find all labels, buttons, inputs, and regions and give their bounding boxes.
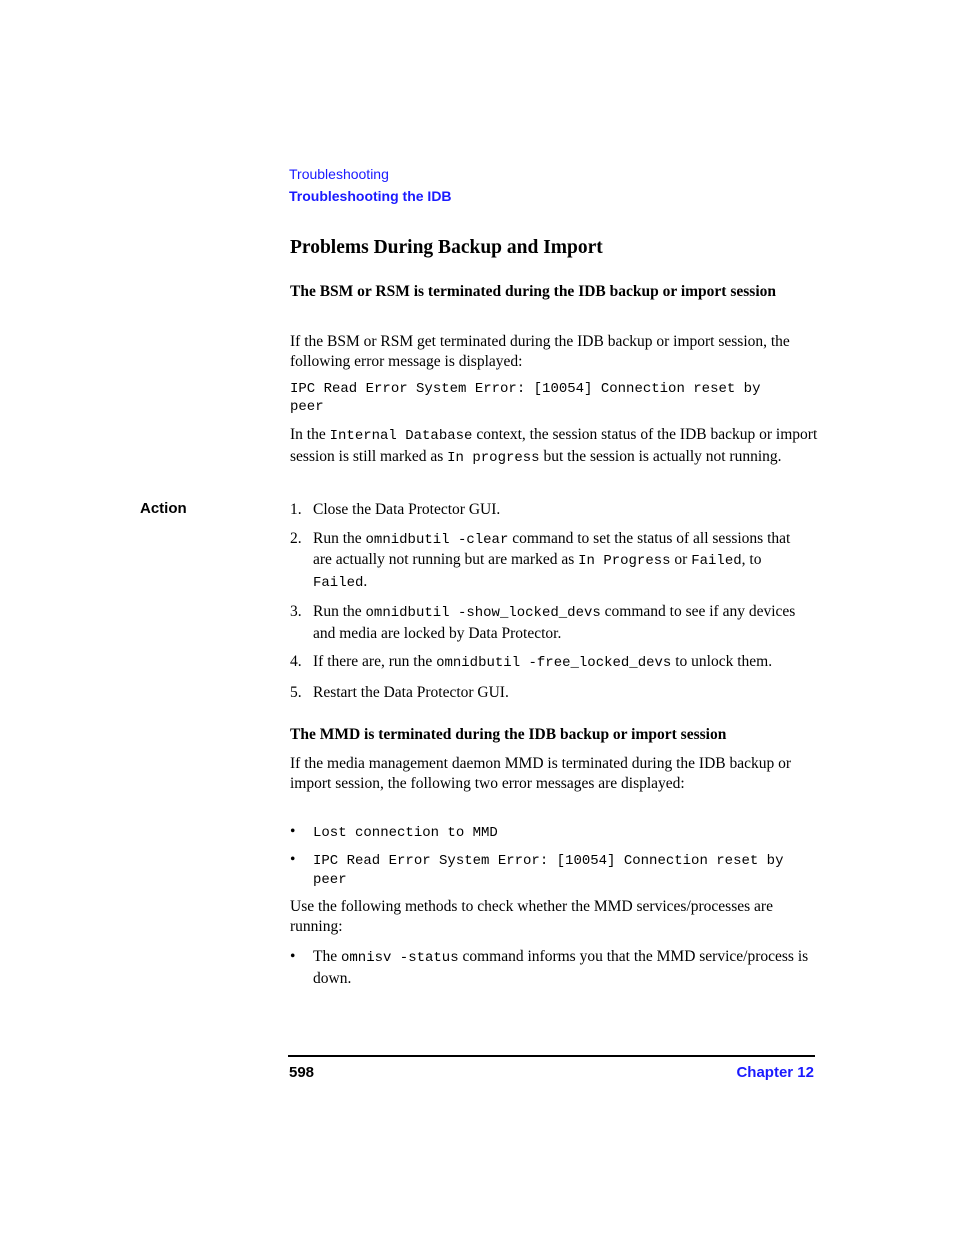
code-failed: Failed bbox=[691, 553, 742, 569]
code-omnidbutil-clear: omnidbutil -clear bbox=[365, 531, 509, 548]
mmd-methods-list bbox=[290, 947, 810, 997]
action-steps bbox=[290, 500, 810, 711]
step-text: Close the Data Protector GUI. bbox=[313, 501, 501, 518]
step-text: , to bbox=[741, 551, 762, 568]
bsm-error-line-1: IPC Read Error System Error: [10054] Connection reset by bbox=[290, 381, 761, 397]
code-omnisv-status: omnisv -status bbox=[340, 950, 459, 966]
step-number: 1. bbox=[290, 501, 302, 518]
bsm-context-paragraph bbox=[290, 425, 820, 468]
step-number: 5. bbox=[290, 683, 302, 701]
section-title: Problems During Backup and Import bbox=[290, 237, 603, 258]
step-number: 3. bbox=[290, 603, 302, 620]
mmd-intro: If the media management daemon MMD is terminated during the IDB backup or import session, the following two error messages are displayed: bbox=[290, 755, 792, 792]
context-text-3: but the session is actually not running. bbox=[539, 447, 782, 465]
step-number: 4. bbox=[290, 653, 302, 670]
step-text: to unlock them. bbox=[671, 653, 773, 670]
step-text: Run the bbox=[313, 603, 366, 620]
action-step-5 bbox=[290, 683, 810, 703]
step-text: Restart the Data Protector GUI. bbox=[313, 683, 509, 701]
bullet: • bbox=[290, 948, 296, 965]
mmd-error-item bbox=[290, 823, 810, 842]
context-text-1: In the bbox=[290, 426, 330, 443]
action-step-4 bbox=[290, 652, 810, 674]
page-number: 598 bbox=[289, 1064, 315, 1081]
breadcrumb-troubleshooting[interactable]: Troubleshooting bbox=[289, 166, 389, 182]
step-text: Run the bbox=[313, 529, 366, 547]
step-text: command to see if any devices and media are locked by Data Protector. bbox=[313, 603, 796, 642]
bullet: • bbox=[290, 823, 296, 840]
step-text: command to set the status of all sessions that are actually not running but are marked as bbox=[313, 529, 791, 568]
code-omnidbutil-show-locked-devs: omnidbutil -show_locked_devs bbox=[365, 605, 601, 621]
context-text-2: context, the session status of the IDB backup or import session is still marked as bbox=[290, 426, 818, 465]
footer-rule bbox=[288, 1055, 815, 1057]
code-in-progress: In Progress bbox=[578, 553, 671, 569]
context-code-in-progress: In progress bbox=[447, 449, 540, 466]
bsm-intro: If the BSM or RSM get terminated during the IDB backup or import session, the following error message is displayed: bbox=[290, 333, 790, 370]
step-text: . bbox=[363, 572, 368, 590]
code-failed: Failed bbox=[313, 574, 364, 591]
method-text: The bbox=[313, 948, 341, 965]
chapter-link[interactable]: Chapter 12 bbox=[736, 1064, 814, 1081]
mmd-error-text: IPC Read Error System Error: [10054] Connection reset by peer bbox=[313, 853, 784, 888]
mmd-methods-intro: Use the following methods to check whether the MMD services/processes are running: bbox=[290, 898, 773, 935]
mmd-heading: The MMD is terminated during the IDB backup or import session bbox=[290, 726, 727, 743]
action-step-3 bbox=[290, 602, 810, 643]
step-text: or bbox=[670, 551, 692, 568]
action-step-2 bbox=[290, 529, 810, 594]
mmd-error-list bbox=[290, 823, 810, 898]
mmd-error-item bbox=[290, 851, 810, 889]
step-number: 2. bbox=[290, 529, 302, 547]
breadcrumb-troubleshooting-idb[interactable]: Troubleshooting the IDB bbox=[289, 188, 452, 204]
method-text: command informs you that the MMD service/process is down. bbox=[313, 948, 809, 987]
context-code-internal-database: Internal Database bbox=[329, 428, 473, 444]
mmd-error-text: Lost connection to MMD bbox=[313, 825, 498, 841]
step-text: If there are, run the bbox=[313, 653, 437, 670]
action-label: Action bbox=[140, 500, 187, 517]
bullet: • bbox=[290, 851, 296, 868]
bsm-error-message bbox=[290, 380, 820, 416]
bsm-heading: The BSM or RSM is terminated during the IDB backup or import session bbox=[290, 283, 776, 300]
code-omnidbutil-free-locked-devs: omnidbutil -free_locked_devs bbox=[436, 655, 672, 671]
action-step-1 bbox=[290, 500, 810, 520]
bsm-error-line-2: peer bbox=[290, 399, 324, 415]
mmd-method-item bbox=[290, 947, 810, 988]
